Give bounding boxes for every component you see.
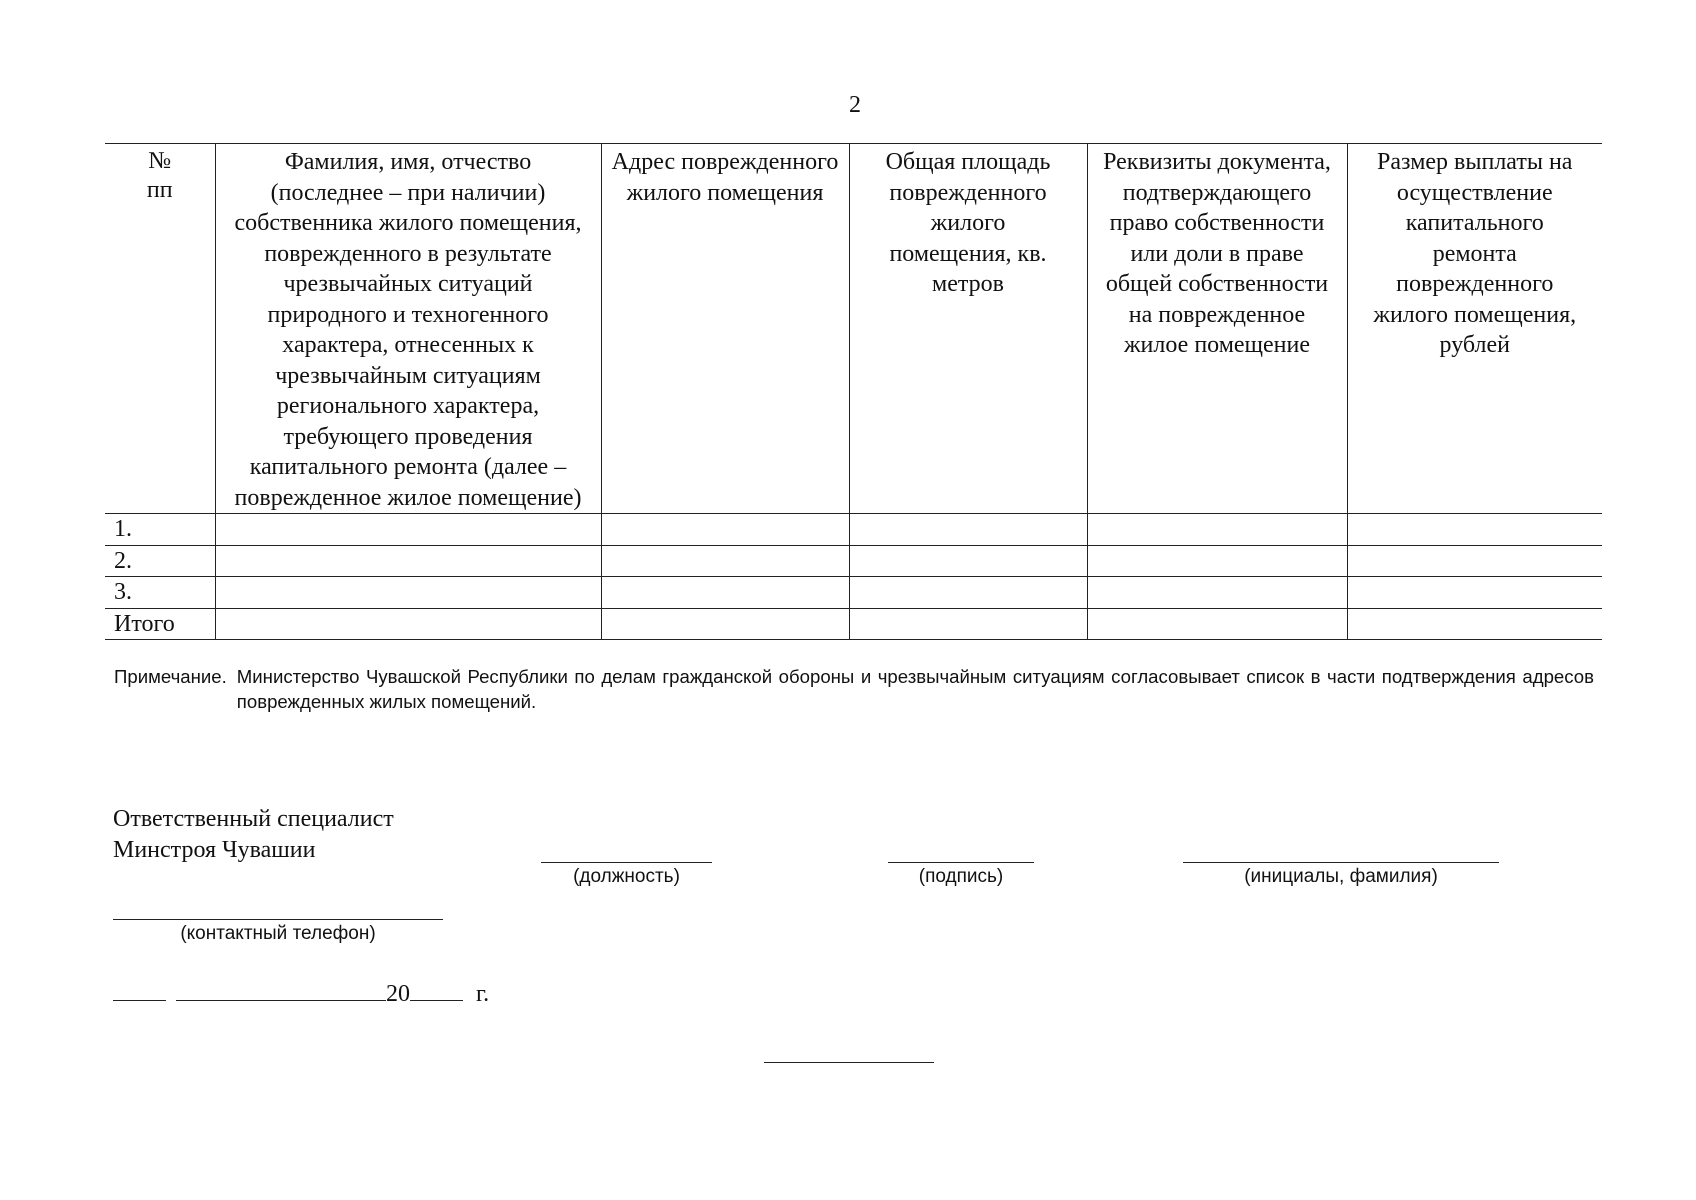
table-cell[interactable]	[215, 577, 601, 609]
signature-line[interactable]	[888, 862, 1034, 863]
table-cell[interactable]	[215, 514, 601, 546]
closing-divider	[764, 1062, 934, 1063]
responsible-title-line2: Минстроя Чувашии	[113, 837, 316, 863]
table-row	[105, 545, 1602, 577]
note	[114, 664, 1594, 714]
note-label: Примечание.	[114, 666, 227, 687]
responsible-title-line1: Ответственный специалист	[113, 806, 394, 832]
date-year-blank[interactable]	[410, 978, 463, 1001]
table-cell[interactable]	[215, 608, 601, 640]
responsible-specialist	[113, 804, 394, 866]
table-header-row	[105, 144, 1602, 514]
table-cell[interactable]	[215, 545, 601, 577]
date-line	[113, 978, 489, 1008]
table-total-row	[105, 608, 1602, 640]
table-cell[interactable]	[1347, 577, 1602, 609]
table-cell[interactable]	[1347, 514, 1602, 546]
table-cell[interactable]	[601, 545, 849, 577]
total-label: Итого	[105, 608, 215, 640]
position-caption: (должность)	[573, 866, 680, 887]
date-month-blank[interactable]	[176, 978, 386, 1001]
name-line[interactable]	[1183, 862, 1499, 863]
table-cell[interactable]	[601, 514, 849, 546]
row-number: 3.	[105, 577, 215, 609]
date-year-suffix: г.	[476, 981, 490, 1007]
header-payment-amount: Размер выплаты на осуществление капитального ремонта поврежденного жилого помещения, рублей	[1347, 144, 1602, 514]
header-area: Общая площадь поврежденного жилого помещения, кв. метров	[849, 144, 1087, 514]
row-number: 1.	[105, 514, 215, 546]
phone-caption: (контактный телефон)	[180, 923, 376, 944]
position-line[interactable]	[541, 862, 712, 863]
table-row	[105, 577, 1602, 609]
date-year-prefix: 20	[386, 981, 410, 1007]
table-cell[interactable]	[1347, 545, 1602, 577]
table-cell[interactable]	[849, 608, 1087, 640]
header-owner-name: Фамилия, имя, отчество (последнее – при наличии) собственника жилого помещения, поврежденного в результате чрезвычайных ситуаций природного и техногенного характера, отнесенных к чрезвычайным ситуациям регионального характера, требующего проведения капитального ремонта (далее – поврежденное жилое помещение)	[215, 144, 601, 514]
header-number: № пп	[105, 144, 215, 514]
payment-table	[105, 143, 1602, 640]
signature-caption: (подпись)	[918, 866, 1004, 887]
table-cell[interactable]	[849, 545, 1087, 577]
date-day-blank[interactable]	[113, 978, 166, 1001]
table-cell[interactable]	[1087, 545, 1347, 577]
header-ownership-document: Реквизиты документа, подтверждающего право собственности или доли в праве общей собственности на поврежденное жилое помещение	[1087, 144, 1347, 514]
table-cell[interactable]	[1087, 608, 1347, 640]
name-caption: (инициалы, фамилия)	[1244, 866, 1438, 887]
table-cell[interactable]	[601, 577, 849, 609]
table-cell[interactable]	[601, 608, 849, 640]
table-cell[interactable]	[849, 577, 1087, 609]
note-text: Министерство Чувашской Республики по делам гражданской обороны и чрезвычайным ситуациям согласовывает список в части подтверждения адресов поврежденных жилых помещений.	[236, 666, 1594, 712]
table-row	[105, 514, 1602, 546]
phone-line[interactable]	[113, 919, 443, 920]
header-address: Адрес поврежденного жилого помещения	[601, 144, 849, 514]
table-cell[interactable]	[1347, 608, 1602, 640]
page-number: 2	[849, 92, 861, 118]
row-number: 2.	[105, 545, 215, 577]
table-cell[interactable]	[1087, 577, 1347, 609]
table-cell[interactable]	[1087, 514, 1347, 546]
table-cell[interactable]	[849, 514, 1087, 546]
